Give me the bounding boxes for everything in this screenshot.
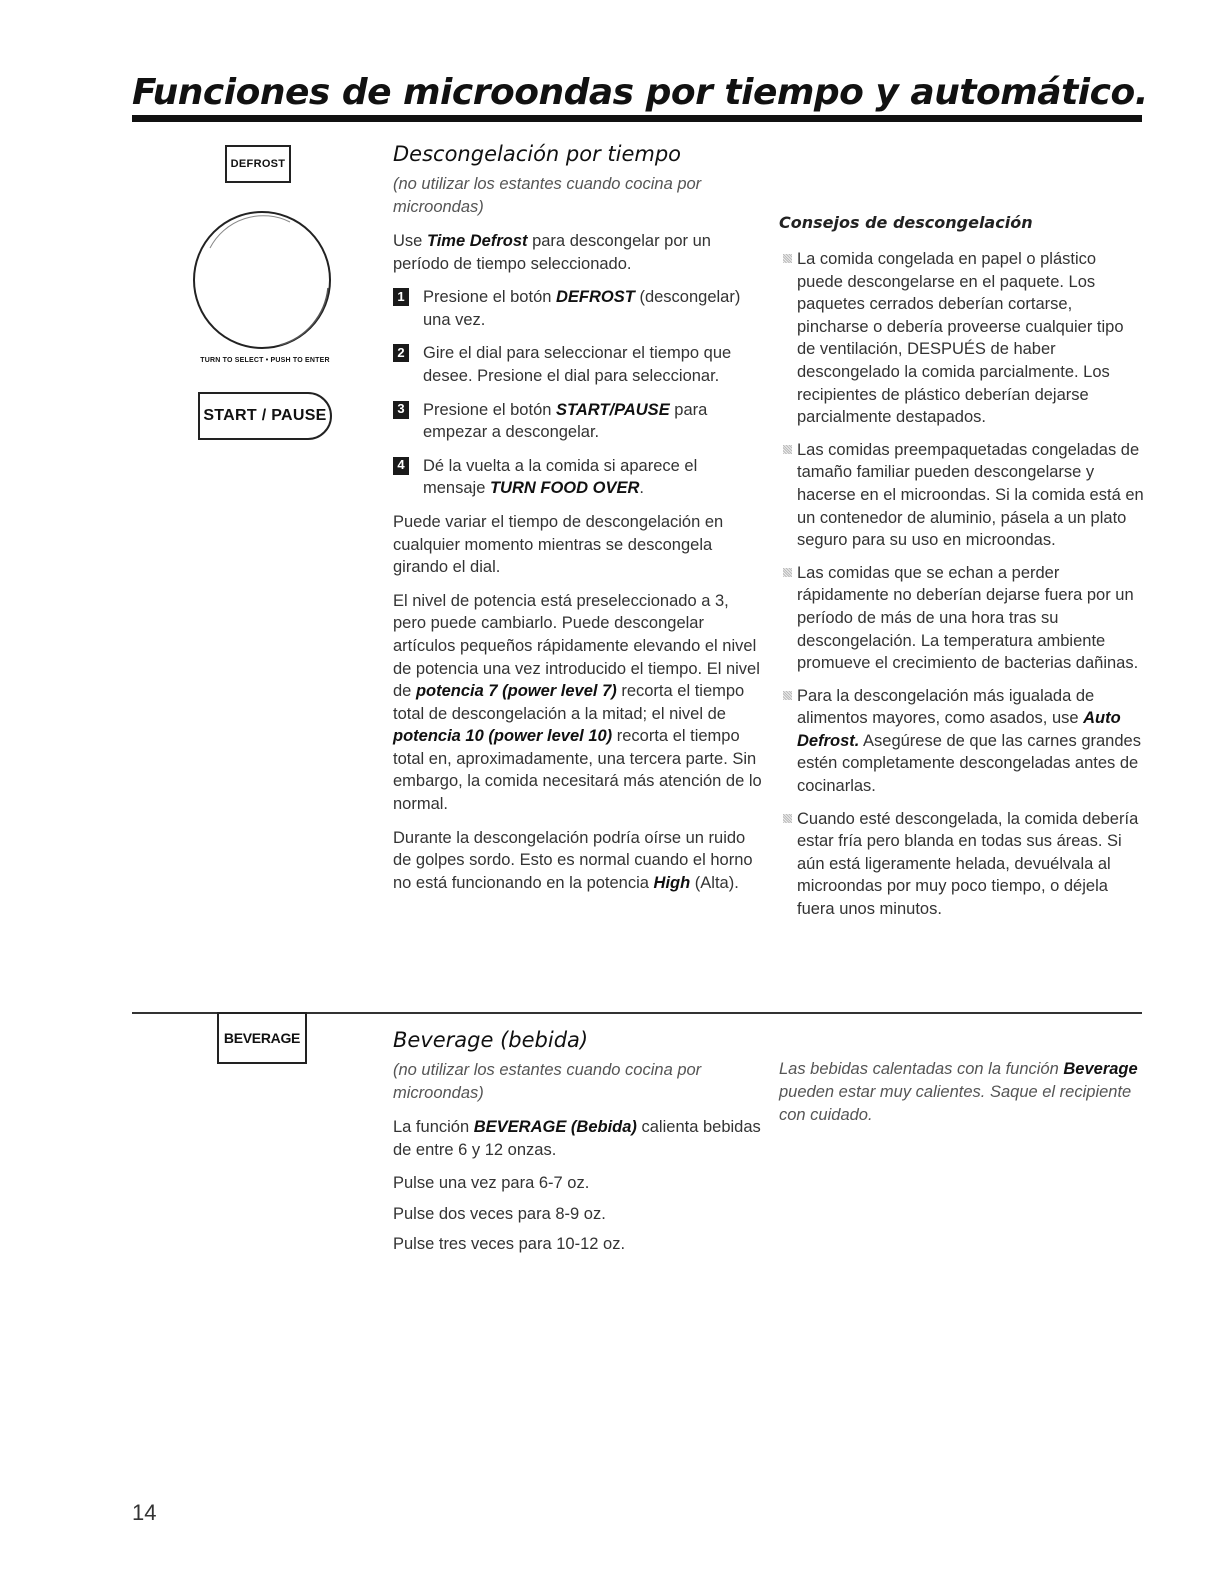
- list-item: Para la descongelación más igualada de alimentos mayores, como asados, use Auto Defrost. Asegúrese de que las carnes grandes estén completamente descongeladas antes de cocinarlas.: [779, 685, 1144, 798]
- bullet-icon: [783, 254, 792, 263]
- step-4: 4 Dé la vuelta a la comida si aparece el mensaje TURN FOOD OVER.: [393, 455, 763, 500]
- beverage-intro: La función BEVERAGE (Bebida) calienta bebidas de entre 6 y 12 onzas.: [393, 1118, 761, 1159]
- list-item: Cuando esté descongelada, la comida debería estar fría pero blanda en todas sus áreas. Si aún está ligeramente helada, devuélvala al microondas por muy poco tiempo, o déjela fuera unos minutos.: [779, 808, 1144, 921]
- defrost-tips-heading: Consejos de descongelación: [779, 213, 1033, 232]
- dial-knob-icon[interactable]: [190, 208, 340, 358]
- start-pause-button[interactable]: START / PAUSE: [198, 392, 332, 440]
- step-number-icon: 2: [393, 344, 409, 362]
- step-2: 2 Gire el dial para seleccionar el tiempo que desee. Presione el dial para seleccionar.: [393, 342, 763, 387]
- beverage-body: [393, 1116, 763, 1264]
- step-1: 1 Presione el botón DEFROST (descongelar) una vez.: [393, 286, 763, 331]
- list-item: Las comidas que se echan a perder rápidamente no deberían dejarse fuera por un período de más de una hora tras su descongelación. La temperatura ambiente promueve el crecimiento de bacterias dañinas.: [779, 562, 1144, 675]
- beverage-note: (no utilizar los estantes cuando cocina por microondas): [393, 1061, 702, 1102]
- power-level-paragraph: El nivel de potencia está preseleccionado a 3, pero puede cambiarlo. Puede descongelar artículos pequeños rápidamente elevando el nivel de potencia una vez introducido el tiempo. El nivel de potencia 7 (power level 7) recorta el tiempo total de descongelación a la mitad; el nivel de potencia 10 (power level 10) recorta el tiempo total en, aproximadamente, una tercera parte. Sin embargo, la comida necesitará más atención de lo normal.: [393, 591, 762, 814]
- defrost-tips-list: [779, 248, 1144, 931]
- time-defrost-intro: Use Time Defrost para descongelar por un período de tiempo seleccionado.: [393, 232, 711, 273]
- dial-label: TURN TO SELECT • PUSH TO ENTER: [200, 357, 330, 364]
- time-defrost-body: [393, 230, 763, 905]
- step-number-icon: 4: [393, 457, 409, 475]
- list-item: Las comidas preempaquetadas congeladas de tamaño familiar pueden descongelarse y hacerse en el microondas. Si la comida está en un contenedor de aluminio, pásela a un plato seguro para su uso en microondas.: [779, 439, 1144, 552]
- bullet-icon: [783, 691, 792, 700]
- step-number-icon: 3: [393, 401, 409, 419]
- beverage-button[interactable]: BEVERAGE: [217, 1012, 307, 1064]
- bullet-icon: [783, 814, 792, 823]
- beverage-line: Pulse una vez para 6-7 oz.: [393, 1174, 590, 1193]
- time-defrost-note: (no utilizar los estantes cuando cocina por microondas): [393, 175, 702, 216]
- bullet-icon: [783, 568, 792, 577]
- noise-paragraph: Durante la descongelación podría oírse un ruido de golpes sordo. Esto es normal cuando el horno no está funcionando en la potencia High (Alta).: [393, 828, 753, 892]
- list-item: La comida congelada en papel o plástico puede descongelarse en el paquete. Los paquetes cerrados deberían cortarse, pincharse o debería proveerse cualquier tipo de ventilación, DESPUÉS de haber descongelado la comida parcialmente. Los recipientes de plástico deberían dejarse parcialmente destapados.: [779, 248, 1144, 429]
- step-3: 3 Presione el botón START/PAUSE para empezar a descongelar.: [393, 399, 763, 444]
- page-title: Funciones de microondas por tiempo y automático.: [132, 72, 1148, 113]
- defrost-button[interactable]: DEFROST: [225, 145, 291, 183]
- title-rule: [132, 115, 1142, 122]
- beverage-line: Pulse dos veces para 8-9 oz.: [393, 1204, 606, 1223]
- beverage-heading: Beverage (bebida): [393, 1028, 589, 1052]
- time-defrost-heading: Descongelación por tiempo: [393, 142, 682, 166]
- bullet-icon: [783, 445, 792, 454]
- page-number: 14: [132, 1500, 157, 1525]
- beverage-warning: Las bebidas calentadas con la función Beverage pueden estar muy calientes. Saque el recipiente con cuidado.: [779, 1060, 1138, 1124]
- step-number-icon: 1: [393, 288, 409, 306]
- beverage-line: Pulse tres veces para 10-12 oz.: [393, 1235, 626, 1254]
- vary-time-paragraph: Puede variar el tiempo de descongelación en cualquier momento mientras se descongela girando el dial.: [393, 512, 724, 577]
